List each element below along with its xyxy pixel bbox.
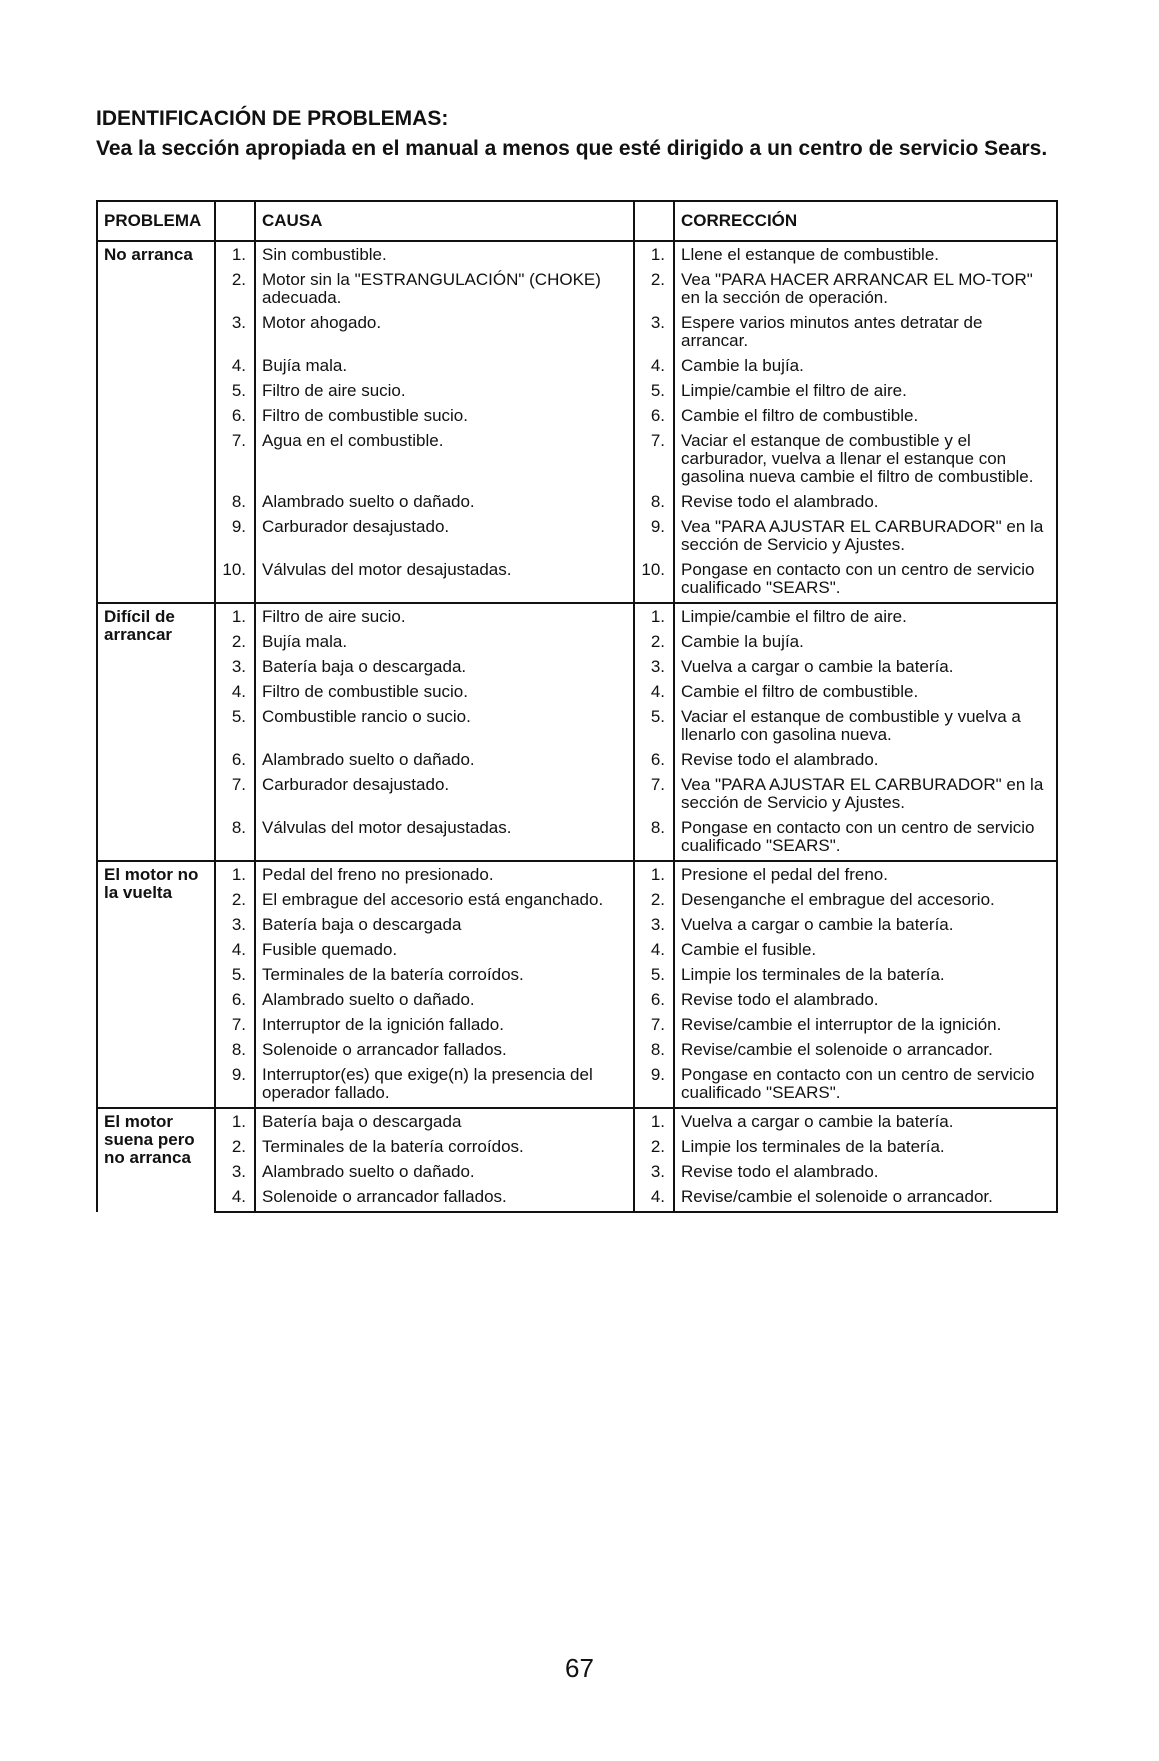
cause-number: 2.: [231, 632, 246, 651]
header-spacer: [215, 201, 255, 241]
correction-number: 5.: [650, 381, 665, 400]
cause-cell: Batería baja o descargada.: [255, 656, 634, 681]
table-row: [97, 749, 1057, 774]
correction-number: 2.: [650, 270, 665, 289]
correction-number: 9.: [650, 1065, 665, 1084]
cause-cell: Alambrado suelto o dañado.: [255, 989, 634, 1014]
table-row: [97, 774, 1057, 817]
cause-cell: Sin combustible.: [255, 241, 634, 269]
troubleshooting-table: [96, 200, 1058, 1213]
table-row: [97, 355, 1057, 380]
cause-number: 9.: [231, 1065, 246, 1084]
correction-cell: Vea "PARA AJUSTAR EL CARBURADOR" en la sección de Servicio y Ajustes.: [674, 516, 1057, 559]
table-row: [97, 1161, 1057, 1186]
table-row: [97, 1039, 1057, 1064]
cause-cell: Alambrado suelto o dañado.: [255, 749, 634, 774]
correction-number: 4.: [634, 1186, 674, 1212]
table-row: [97, 312, 1057, 355]
correction-cell: Pongase en contacto con un centro de servicio cualificado "SEARS".: [674, 559, 1057, 603]
problem-cell: El motor suena pero no arranca: [97, 1108, 215, 1212]
cause-number: 5.: [231, 381, 246, 400]
table-row: [97, 889, 1057, 914]
correction-cell: Revise/cambie el solenoide o arrancador.: [674, 1186, 1057, 1212]
correction-cell: Limpie los terminales de la batería.: [674, 1136, 1057, 1161]
cause-number: 3.: [231, 313, 246, 332]
cause-number: 2.: [231, 270, 246, 289]
cause-cell: Filtro de combustible sucio.: [255, 405, 634, 430]
cause-cell: Solenoide o arrancador fallados.: [255, 1186, 634, 1212]
table-row: [97, 914, 1057, 939]
correction-cell: Cambie la bujía.: [674, 355, 1057, 380]
cause-cell: Combustible rancio o sucio.: [255, 706, 634, 749]
problem-cell: No arranca: [97, 241, 215, 603]
correction-number: 7.: [650, 775, 665, 794]
correction-cell: Vaciar el estanque de combustible y vuelva a llenarlo con gasolina nueva.: [674, 706, 1057, 749]
cause-cell: Motor sin la "ESTRANGULACIÓN" (CHOKE) adecuada.: [255, 269, 634, 312]
table-row: [97, 989, 1057, 1014]
correction-number: 3.: [650, 657, 665, 676]
cause-number: 5.: [231, 965, 246, 984]
correction-number: 6.: [650, 406, 665, 425]
table-row: [97, 405, 1057, 430]
correction-cell: Llene el estanque de combustible.: [674, 241, 1057, 269]
correction-number: 3.: [650, 313, 665, 332]
cause-number: 6.: [231, 990, 246, 1009]
cause-number: 10.: [222, 560, 246, 579]
problem-cell: El motor no la vuelta: [97, 861, 215, 1108]
header-spacer: [634, 201, 674, 241]
correction-cell: Revise/cambie el solenoide o arrancador.: [674, 1039, 1057, 1064]
correction-cell: Vuelva a cargar o cambie la batería.: [674, 656, 1057, 681]
table-row: [97, 706, 1057, 749]
correction-cell: Desenganche el embrague del accesorio.: [674, 889, 1057, 914]
correction-number: 9.: [650, 517, 665, 536]
cause-cell: Carburador desajustado.: [255, 774, 634, 817]
cause-number: 2.: [231, 1137, 246, 1156]
cause-cell: El embrague del accesorio está enganchado.: [255, 889, 634, 914]
cause-cell: Fusible quemado.: [255, 939, 634, 964]
correction-cell: Revise todo el alambrado.: [674, 749, 1057, 774]
cause-cell: Interruptor(es) que exige(n) la presencia del operador fallado.: [255, 1064, 634, 1108]
cause-cell: Solenoide o arrancador fallados.: [255, 1039, 634, 1064]
cause-cell: Carburador desajustado.: [255, 516, 634, 559]
correction-number: 7.: [650, 1015, 665, 1034]
cause-cell: Filtro de aire sucio.: [255, 603, 634, 631]
cause-cell: Válvulas del motor desajustadas.: [255, 817, 634, 861]
correction-number: 2.: [650, 1137, 665, 1156]
table-row: [97, 1064, 1057, 1108]
table-row: [97, 516, 1057, 559]
table-row: [97, 241, 1057, 269]
correction-cell: Revise todo el alambrado.: [674, 989, 1057, 1014]
table-row: [97, 430, 1057, 491]
cause-number: 5.: [231, 707, 246, 726]
cause-cell: Bujía mala.: [255, 355, 634, 380]
table-row: [97, 656, 1057, 681]
correction-number: 6.: [650, 750, 665, 769]
correction-number: 8.: [650, 492, 665, 511]
correction-number: 4.: [650, 356, 665, 375]
header-cause: CAUSA: [255, 201, 634, 241]
correction-cell: Vaciar el estanque de combustible y el carburador, vuelva a llenar el estanque con gasolina nueva cambie el filtro de combustible.: [674, 430, 1057, 491]
correction-cell: Vuelva a cargar o cambie la batería.: [674, 1108, 1057, 1136]
cause-cell: Terminales de la batería corroídos.: [255, 1136, 634, 1161]
cause-number: 4.: [231, 940, 246, 959]
table-row: [97, 1014, 1057, 1039]
cause-number: 3.: [231, 915, 246, 934]
table-row: [97, 380, 1057, 405]
cause-number: 1.: [215, 241, 255, 269]
correction-number: 1.: [634, 241, 674, 269]
page-subheading: Vea la sección apropiada en el manual a menos que esté dirigido a un centro de servicio Sears.: [96, 137, 1048, 160]
correction-cell: Espere varios minutos antes detratar de arrancar.: [674, 312, 1057, 355]
cause-number: 6.: [231, 406, 246, 425]
correction-number: 3.: [650, 1162, 665, 1181]
correction-cell: Revise/cambie el interruptor de la ignición.: [674, 1014, 1057, 1039]
correction-number: 8.: [650, 1040, 665, 1059]
table-header-row: [97, 201, 1057, 241]
cause-number: 2.: [231, 890, 246, 909]
cause-cell: Alambrado suelto o dañado.: [255, 491, 634, 516]
page-number: 67: [565, 1653, 594, 1683]
table-row: [97, 1136, 1057, 1161]
table-body: [97, 241, 1057, 1212]
cause-cell: Batería baja o descargada: [255, 1108, 634, 1136]
table-row: [97, 964, 1057, 989]
cause-number: 7.: [231, 1015, 246, 1034]
correction-cell: Limpie/cambie el filtro de aire.: [674, 380, 1057, 405]
correction-number: 5.: [650, 965, 665, 984]
table-row: [97, 269, 1057, 312]
cause-cell: Filtro de aire sucio.: [255, 380, 634, 405]
cause-number: 3.: [231, 657, 246, 676]
correction-number: 7.: [650, 431, 665, 450]
cause-number: 7.: [231, 775, 246, 794]
cause-number: 4.: [215, 1186, 255, 1212]
correction-number: 3.: [650, 915, 665, 934]
cause-cell: Motor ahogado.: [255, 312, 634, 355]
correction-cell: Revise todo el alambrado.: [674, 1161, 1057, 1186]
correction-number: 8.: [650, 818, 665, 837]
cause-cell: Filtro de combustible sucio.: [255, 681, 634, 706]
cause-cell: Agua en el combustible.: [255, 430, 634, 491]
table-row: [97, 631, 1057, 656]
cause-cell: Bujía mala.: [255, 631, 634, 656]
table-row: [97, 861, 1057, 889]
correction-number: 1.: [634, 861, 674, 889]
table-row: [97, 1186, 1057, 1212]
table-row: [97, 603, 1057, 631]
correction-cell: Cambie el fusible.: [674, 939, 1057, 964]
table-row: [97, 559, 1057, 603]
correction-number: 1.: [634, 603, 674, 631]
cause-number: 8.: [231, 1040, 246, 1059]
correction-number: 1.: [634, 1108, 674, 1136]
correction-cell: Presione el pedal del freno.: [674, 861, 1057, 889]
cause-number: 6.: [231, 750, 246, 769]
correction-cell: Revise todo el alambrado.: [674, 491, 1057, 516]
cause-cell: Alambrado suelto o dañado.: [255, 1161, 634, 1186]
table-row: [97, 681, 1057, 706]
header-problem: PROBLEMA: [97, 201, 215, 241]
correction-cell: Vuelva a cargar o cambie la batería.: [674, 914, 1057, 939]
cause-cell: Batería baja o descargada: [255, 914, 634, 939]
cause-number: 4.: [231, 682, 246, 701]
correction-cell: Cambie la bujía.: [674, 631, 1057, 656]
problem-cell: Difícil de arrancar: [97, 603, 215, 861]
cause-number: 1.: [215, 1108, 255, 1136]
table-row: [97, 1108, 1057, 1136]
cause-number: 3.: [231, 1162, 246, 1181]
cause-number: 1.: [215, 861, 255, 889]
correction-cell: Cambie el filtro de combustible.: [674, 681, 1057, 706]
cause-number: 9.: [231, 517, 246, 536]
correction-number: 6.: [650, 990, 665, 1009]
cause-number: 8.: [231, 818, 246, 837]
correction-number: 5.: [650, 707, 665, 726]
correction-cell: Vea "PARA AJUSTAR EL CARBURADOR" en la sección de Servicio y Ajustes.: [674, 774, 1057, 817]
cause-cell: Interruptor de la ignición fallado.: [255, 1014, 634, 1039]
correction-cell: Pongase en contacto con un centro de servicio cualificado "SEARS".: [674, 817, 1057, 861]
cause-number: 4.: [231, 356, 246, 375]
cause-cell: Terminales de la batería corroídos.: [255, 964, 634, 989]
cause-number: 7.: [231, 431, 246, 450]
correction-number: 4.: [650, 940, 665, 959]
correction-number: 4.: [650, 682, 665, 701]
correction-cell: Pongase en contacto con un centro de servicio cualificado "SEARS".: [674, 1064, 1057, 1108]
cause-number: 1.: [215, 603, 255, 631]
table-row: [97, 939, 1057, 964]
correction-number: 2.: [650, 632, 665, 651]
correction-number: 2.: [650, 890, 665, 909]
table-row: [97, 817, 1057, 861]
correction-cell: Vea "PARA HACER ARRANCAR EL MO-TOR" en la sección de operación.: [674, 269, 1057, 312]
correction-cell: Limpie los terminales de la batería.: [674, 964, 1057, 989]
page-heading: IDENTIFICACIÓN DE PROBLEMAS:: [96, 107, 449, 130]
correction-cell: Cambie el filtro de combustible.: [674, 405, 1057, 430]
correction-cell: Limpie/cambie el filtro de aire.: [674, 603, 1057, 631]
cause-cell: Pedal del freno no presionado.: [255, 861, 634, 889]
table-row: [97, 491, 1057, 516]
cause-number: 8.: [231, 492, 246, 511]
correction-number: 10.: [641, 560, 665, 579]
cause-cell: Válvulas del motor desajustadas.: [255, 559, 634, 603]
header-correction: CORRECCIÓN: [674, 201, 1057, 241]
